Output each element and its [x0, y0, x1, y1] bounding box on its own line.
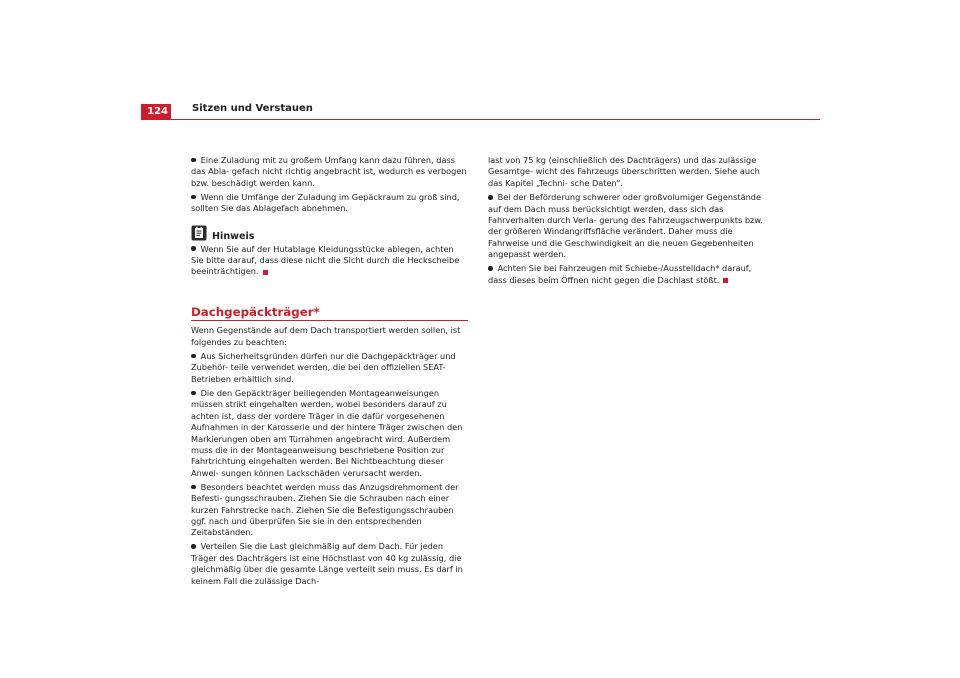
bullet-icon [191, 544, 196, 549]
bullet-icon [488, 195, 493, 200]
list-item-text: Wenn die Umfänge der Zuladung im Gepäckraum zu groß sind, sollten Sie das Ablagefach abnehmen. [191, 191, 460, 214]
end-square-icon [263, 270, 268, 275]
note-pad-icon [191, 225, 207, 241]
bullet-icon [191, 485, 196, 490]
section-intro: Wenn Gegenstände auf dem Dach transportiert werden sollen, ist folgendes zu beachten: [191, 325, 461, 347]
note-header [191, 225, 468, 241]
bullet-icon [191, 195, 196, 200]
list-item [488, 263, 766, 286]
bullet-icon [191, 391, 196, 396]
list-item-text: Eine Zuladung mit zu großem Umfang kann dazu führen, dass das Abla- gefach nicht richtig angebracht ist, wodurch es verbogen bzw. beschädigt werden kann. [191, 155, 467, 188]
page-number: 124 [141, 104, 171, 120]
list-item-text: Achten Sie bei Fahrzeugen mit Schiebe-/Ausstelldach* darauf, dass dieses beim Öffnen nicht gegen die Dachlast stößt. [488, 263, 752, 285]
bullet-icon [191, 246, 196, 251]
header-rule [171, 119, 820, 120]
list-item [191, 155, 468, 189]
bullet-icon [191, 354, 196, 359]
bullet-icon [191, 158, 196, 163]
end-square-icon [723, 278, 728, 283]
list-item-text: Die den Gepäckträger beiliegenden Montageanweisungen müssen strikt eingehalten werden, wobei besonders darauf zu achten ist, dass der vordere Träger in die dafür vorgesehenen Aufnahmen in der Karosserie und der hintere Träger zwischen den Markierungen oben am Türrahmen angebracht wird. Außerdem muss die in der Montageanweisung beschriebene Position zur Fahrtrichtung eingehalten werden. Bei Nichtbeachtung dieser Anwei- sungen können Lackschäden verursacht werden. [191, 387, 463, 478]
list-item-text: Besonders beachtet werden muss das Anzugsdrehmoment der Befesti- gungsschrauben. Ziehen Sie die Schrauben nach einer kurzen Fahrstrecke nach. Ziehen Sie die Befestigungsschrauben ggf. nach und überprüfen Sie sie in den entsprechenden Zeitabständen. [191, 481, 459, 538]
list-item [191, 351, 468, 385]
list-item [191, 388, 468, 479]
list-item [191, 192, 468, 215]
list-item-text: Bei der Beförderung schwerer oder großvolumiger Gegenstände auf dem Dach muss berücksichtigt werden, dass sich das Fahrverhalten durch Verla- gerung des Fahrzeugschwerpunkts bzw. der größeren Windangriffsfläche verändert. Daher muss die Fahrweise und die Geschwindigkeit an die neuen Gegebenheiten angepasst werden. [488, 192, 763, 260]
continuation-text: last von 75 kg (einschließlich des Dachträgers) und das zulässige Gesamtge- wicht des Fahrzeugs überschritten werden. Siehe auch das Kapitel „Techni- sche Daten“. [488, 155, 760, 188]
list-item [191, 541, 468, 587]
note-item [191, 244, 468, 278]
list-item-text: Aus Sicherheitsgründen dürfen nur die Dachgepäckträger und Zubehör- teile verwendet werden, die bei den offiziellen SEAT-Betrieben erhältlich sind. [191, 351, 456, 384]
left-column [191, 155, 468, 590]
section-title: Dachgepäckträger* [191, 307, 468, 321]
list-item [191, 482, 468, 539]
right-column [488, 155, 766, 289]
note-title: Hinweis [212, 230, 255, 242]
list-item [488, 192, 766, 260]
bullet-icon [488, 266, 493, 271]
list-item-text: Verteilen Sie die Last gleichmäßig auf dem Dach. Für jeden Träger des Dachträgers ist eine Höchstlast von 40 kg zulässig, die gleichmäßig über die gesamte Länge verteilt sein muss. Es darf in keinem Fall die zulässige Dach- [191, 541, 463, 586]
note-text: Wenn Sie auf der Hutablage Kleidungsstücke ablegen, achten Sie bitte darauf, dass diese nicht die Sicht durch die Heckscheibe beeinträchtigen. [191, 243, 460, 277]
chapter-title: Sitzen und Verstauen [192, 103, 313, 114]
